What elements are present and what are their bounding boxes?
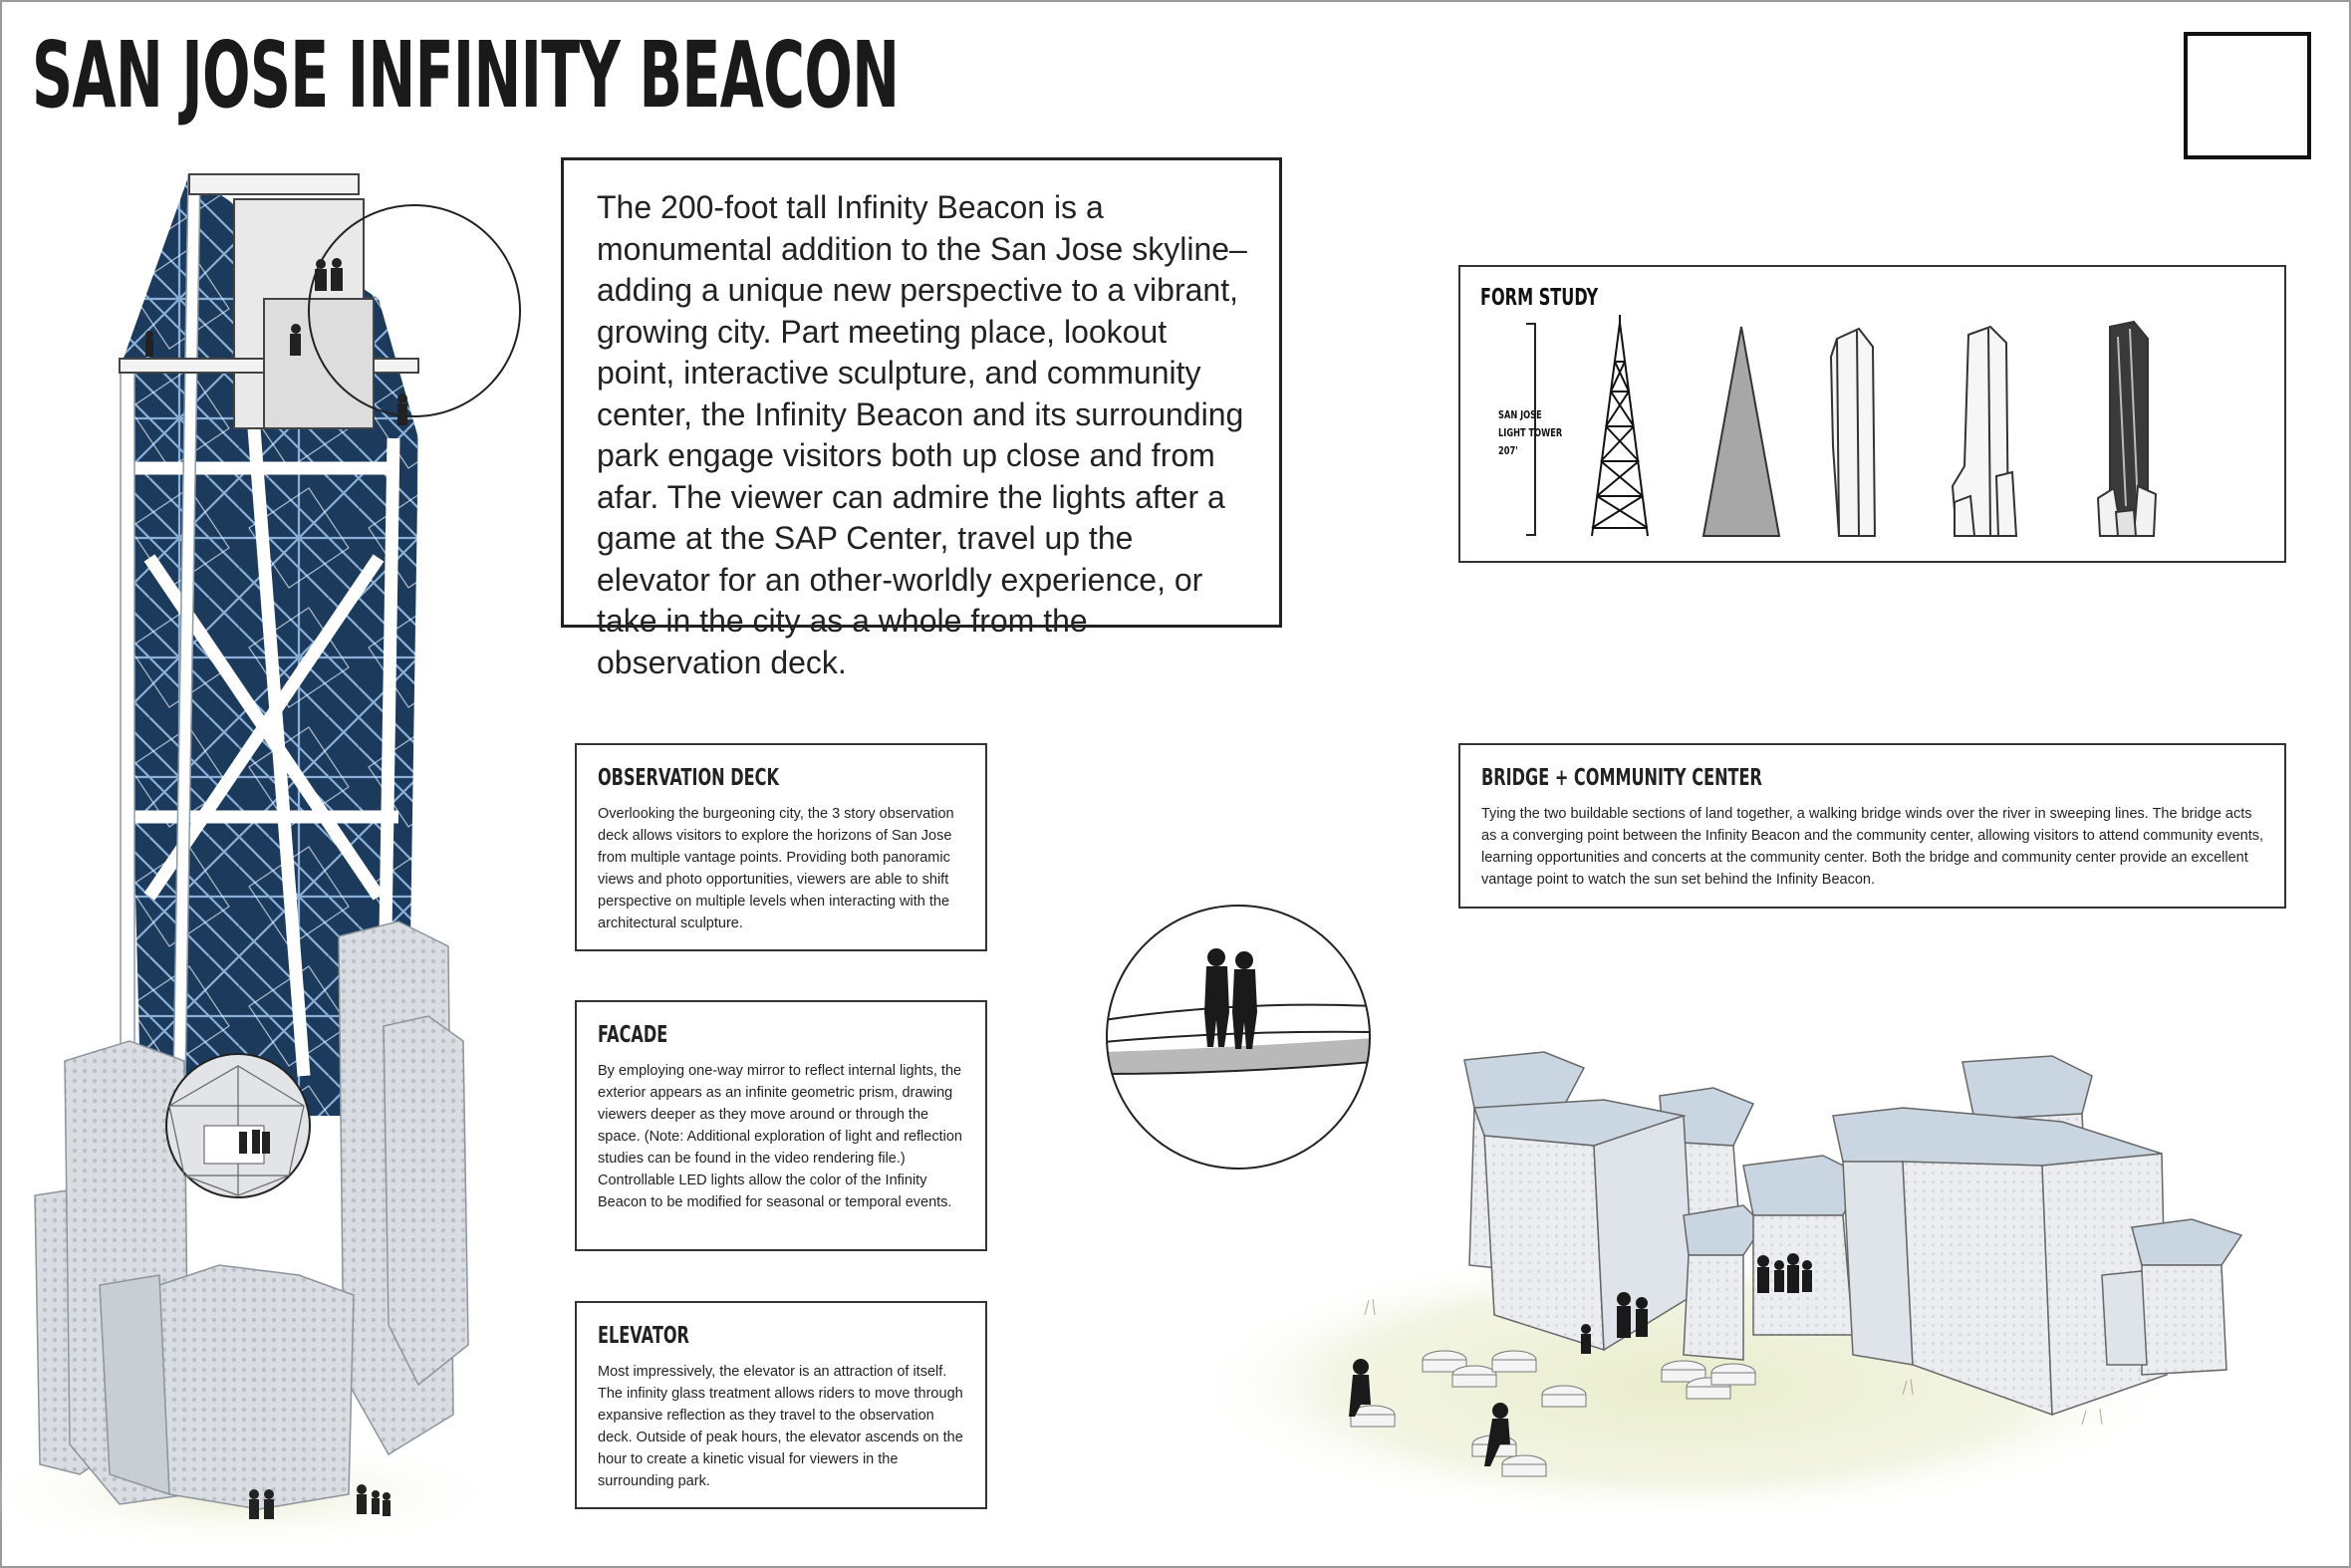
observation-deck-box (575, 743, 987, 951)
form-study-panel (1458, 265, 2286, 563)
intro-paragraph: The 200-foot tall Infinity Beacon is a monumental addition to the San Jose skyline–adding a unique new perspective to a vibrant, growing city. Part meeting place, lookout point, interactive sculpture, and community center, the Infinity Beacon and its surrounding park engage visitors both up close and from afar. The viewer can admire the lights after a game at the SAP Center, travel up the elevator for an other-worldly experience, or take in the city as a whole from the observation deck. (561, 157, 1282, 628)
elevator-box (575, 1301, 987, 1509)
lattice-tower-icon (1592, 315, 1648, 536)
facade-title: FACADE (598, 1022, 668, 1048)
clustered-prism-icon (1953, 327, 2016, 536)
final-beacon-form-icon (2098, 322, 2156, 536)
facade-box (575, 1000, 987, 1251)
bridge-community-center-box (1458, 743, 2286, 909)
elevator-text: Most impressively, the elevator is an attraction of itself. The infinity glass treatment allows riders to move through expansive reflection as they travel to the observation deck. Outside of peak hours, the elevator ascends on the hour to create a kinetic visual for viewers in the surrounding park. (598, 1364, 963, 1489)
community-center-illustration (1265, 1016, 2291, 1534)
observation-deck-text: Overlooking the burgeoning city, the 3 story observation deck allows visitors to explore the horizons of San Jose from multiple vantage points. Providing both panoramic views and photo opportunities, viewers are able to shift perspective on multiple levels when interacting with the architectural sculpture. (598, 806, 954, 931)
bridge-community-center-title: BRIDGE + COMMUNITY CENTER (1481, 765, 1762, 791)
page-title: SAN JOSE INFINITY BEACON (32, 22, 900, 129)
corner-blank-box (2184, 32, 2311, 159)
light-tower-label-line-2: LIGHT TOWER (1498, 426, 1563, 439)
stepped-prism-icon (1831, 329, 1875, 536)
cone-form-icon (1703, 327, 1779, 536)
light-tower-label-line-3: 207' (1498, 444, 1518, 457)
form-study-drawings (1460, 267, 2288, 565)
light-tower-label-line-1: SAN JOSE (1498, 408, 1542, 421)
form-study-title: FORM STUDY (1480, 285, 1599, 311)
facade-text: By employing one-way mirror to reflect internal lights, the exterior appears as an infinite geometric prism, drawing viewers deeper as they move around or through the space. (Note: Additional exploration of light and reflection studies can be found in the video rendering file.) Controllable LED lights allow the color of the Infinity Beacon to be modified for seasonal or temporal events. (598, 1063, 962, 1210)
bridge-community-center-text: Tying the two buildable sections of land together, a walking bridge winds over the river in sweeping lines. The bridge acts as a converging point between the Infinity Beacon and the community center, allowing visitors to attend community events, learning opportunities and concerts at the community center. Both the bridge and community center provide an excellent vantage point to watch the sun set behind the Infinity Beacon. (1481, 806, 2264, 888)
observation-deck-title: OBSERVATION DECK (598, 765, 779, 791)
elevator-title: ELEVATOR (598, 1323, 689, 1349)
tower-illustration (0, 0, 558, 1568)
